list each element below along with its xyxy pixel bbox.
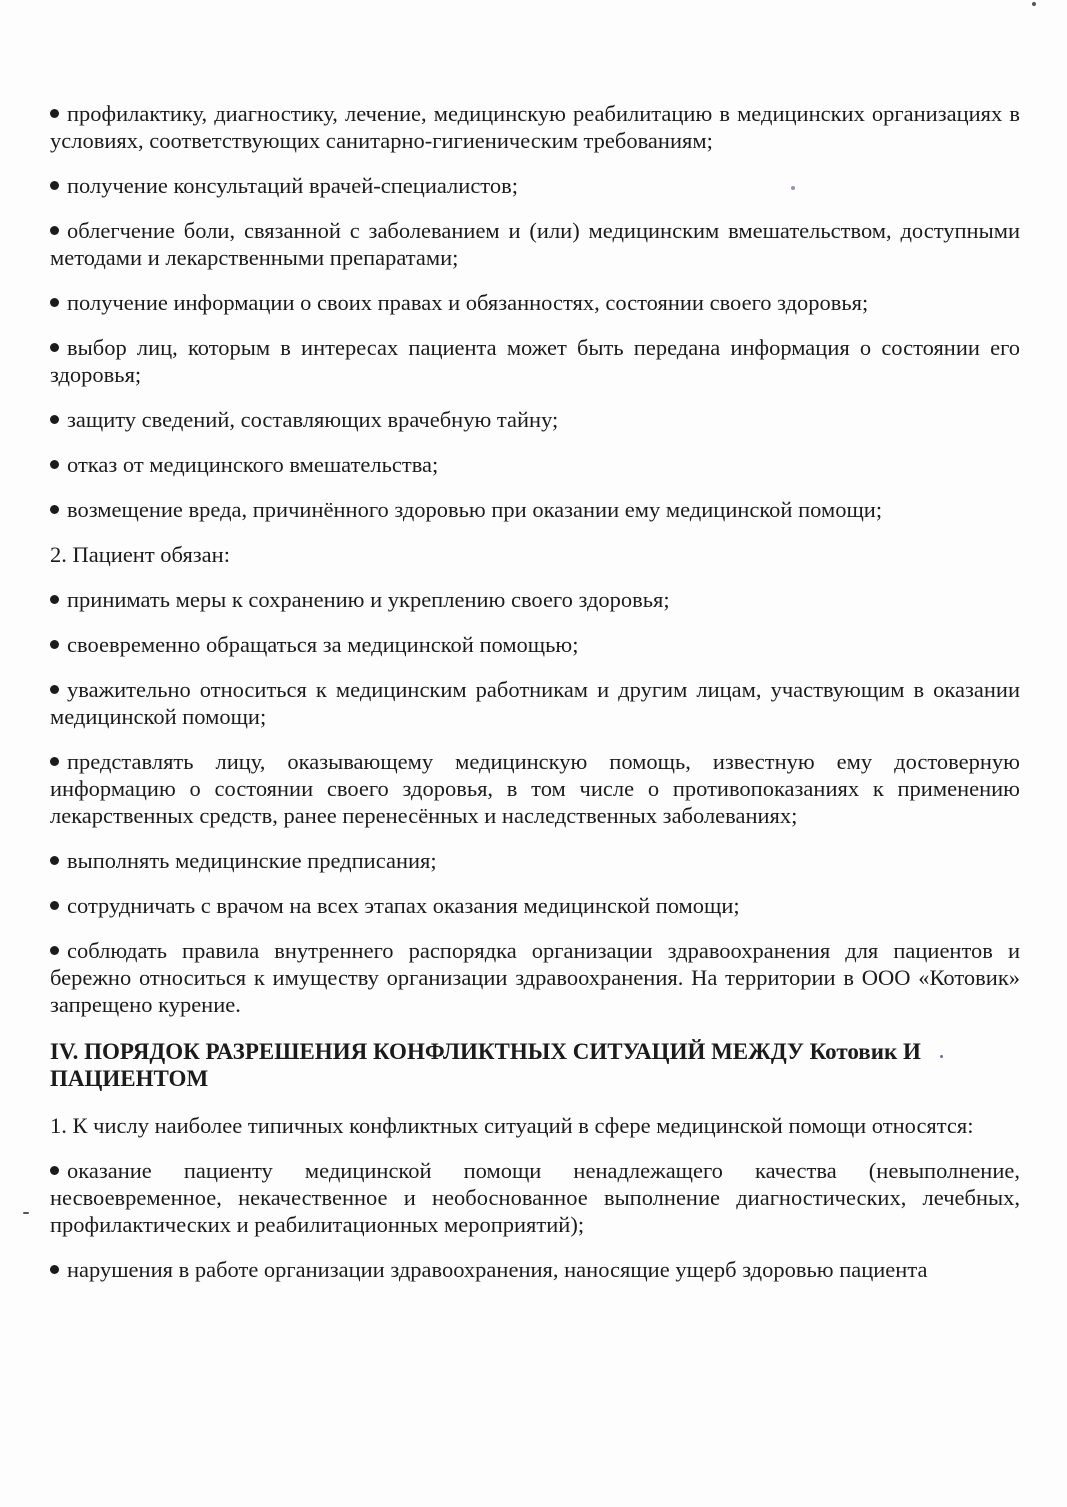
bullet-icon <box>50 415 59 424</box>
bullet-icon <box>50 757 59 766</box>
section-heading: IV. ПОРЯДОК РАЗРЕШЕНИЯ КОНФЛИКТНЫХ СИТУАЦИЙ МЕЖДУ Котовик И ПАЦИЕНТОМ <box>50 1039 921 1091</box>
bullet-icon <box>50 181 59 190</box>
bullet-icon <box>50 1265 59 1274</box>
bullet-icon <box>50 640 59 649</box>
conflicts-intro: 1. К числу наиболее типичных конфликтных ситуаций в сфере медицинской помощи относятся: <box>50 1113 974 1138</box>
bullet-icon <box>50 505 59 514</box>
list-item: выбор лиц, которым в интересах пациента может быть передана информация о состоянии его здоровья; <box>50 335 1020 387</box>
list-item: принимать меры к сохранению и укреплению своего здоровья; <box>50 586 1020 613</box>
list-item: облегчение боли, связанной с заболеванием и (или) медицинским вмешательством, доступными методами и лекарственными препаратами; <box>50 218 1020 270</box>
scan-speck <box>23 1212 29 1214</box>
bullet-icon <box>50 901 59 910</box>
list-item: уважительно относиться к медицинским работникам и другим лицам, участвующим в оказании медицинской помощи; <box>50 677 1020 729</box>
conflicts-list <box>50 1157 1020 1283</box>
duties-intro: 2. Пациент обязан: <box>50 542 230 567</box>
bullet-icon <box>50 856 59 865</box>
bullet-icon <box>50 109 59 118</box>
bullet-icon <box>50 685 59 694</box>
bullet-icon <box>50 946 59 955</box>
list-item: оказание пациенту медицинской помощи ненадлежащего качества (невыполнение, несвоевременное, некачественное и необоснованное выполнение диагностических, лечебных, профилактических и реабилитационных мероприятий); <box>50 1158 1020 1237</box>
list-item: отказ от медицинского вмешательства; <box>50 451 1020 478</box>
bullet-icon <box>50 595 59 604</box>
list-item: профилактику, диагностику, лечение, медицинскую реабилитацию в медицинских организациях в условиях, соответствующих санитарно-гигиеническим требованиям; <box>50 101 1020 153</box>
bullet-icon <box>50 298 59 307</box>
list-item: сотрудничать с врачом на всех этапах оказания медицинской помощи; <box>50 892 1020 919</box>
list-item: представлять лицу, оказывающему медицинскую помощь, известную ему достоверную информацию о состоянии своего здоровья, в том числе о противопоказаниях к применению лекарственных средств, ранее перенесённых и наследственных заболеваниях; <box>50 749 1020 828</box>
list-item: получение информации о своих правах и обязанностях, состоянии своего здоровья; <box>50 289 1020 316</box>
list-item: своевременно обращаться за медицинской помощью; <box>50 631 1020 658</box>
bullet-icon <box>50 226 59 235</box>
duties-list <box>50 586 1020 1018</box>
rights-list <box>50 100 1020 523</box>
bullet-icon <box>50 1166 59 1175</box>
document-body <box>50 100 1020 1301</box>
list-item: нарушения в работе организации здравоохранения, наносящие ущерб здоровью пациента <box>50 1256 1020 1283</box>
scan-speck <box>1032 2 1036 6</box>
list-item: соблюдать правила внутреннего распорядка организации здравоохранения для пациентов и бережно относиться к имуществу организации здравоохранения. На территории в ООО «Котовик» запрещено курение. <box>50 938 1020 1017</box>
list-item: выполнять медицинские предписания; <box>50 847 1020 874</box>
bullet-icon <box>50 460 59 469</box>
scan-speck <box>940 1055 943 1058</box>
bullet-icon <box>50 343 59 352</box>
list-item: получение консультаций врачей-специалистов; <box>50 172 1020 199</box>
list-item: возмещение вреда, причинённого здоровью при оказании ему медицинской помощи; <box>50 496 1020 523</box>
list-item: защиту сведений, составляющих врачебную тайну; <box>50 406 1020 433</box>
scan-speck <box>791 186 795 190</box>
